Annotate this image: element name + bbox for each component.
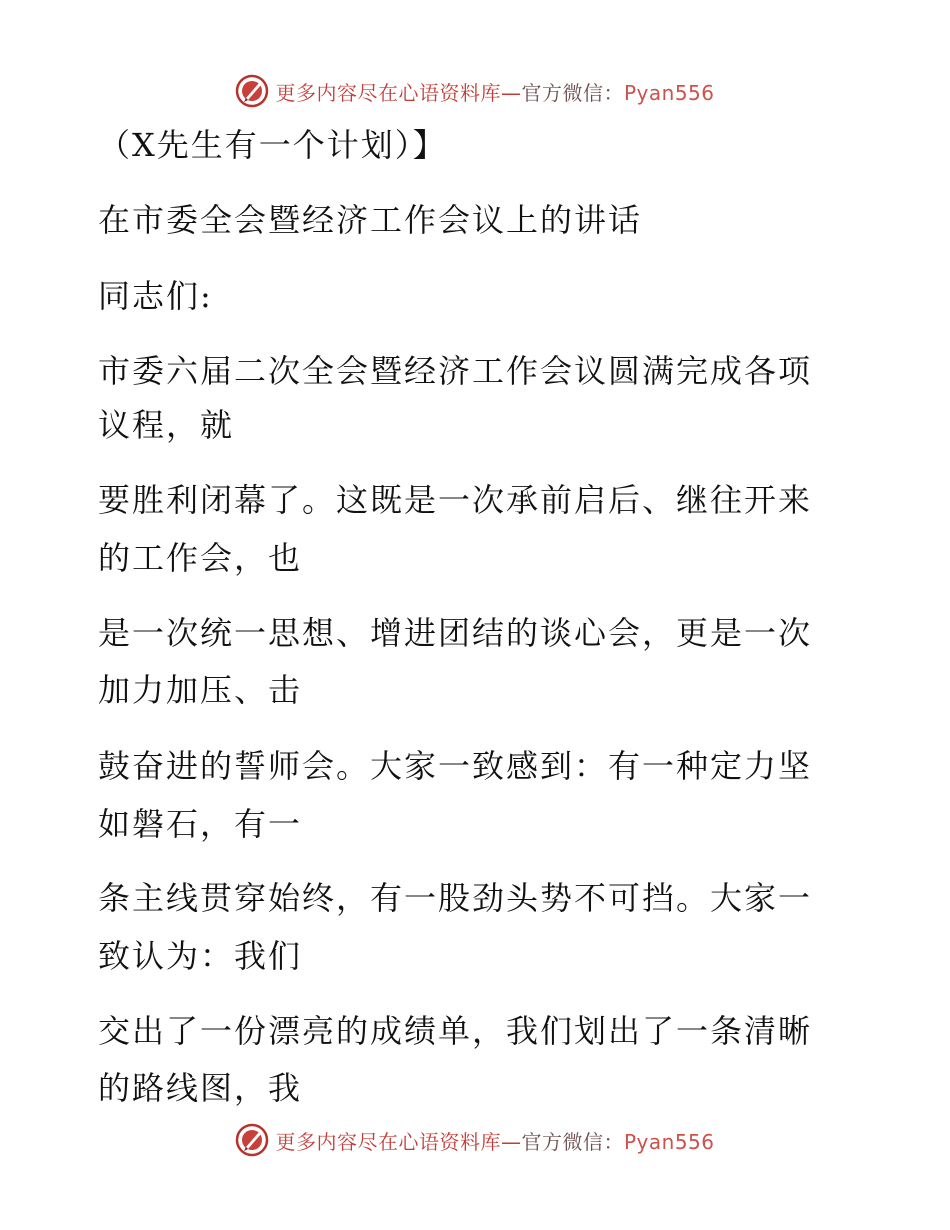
watermark-text: 更多内容尽在心语资料库—官方微信：Pyan556 xyxy=(275,1129,715,1154)
pen-logo-icon xyxy=(235,1123,269,1157)
doc-line: 的工作会，也 xyxy=(98,539,303,577)
footer-watermark xyxy=(0,1120,950,1160)
doc-line: 如磐石，有一 xyxy=(98,805,303,843)
salutation: 同志们: xyxy=(98,277,213,315)
pen-logo-icon xyxy=(235,74,269,108)
doc-line: 鼓奋进的誓师会。大家一致感到：有一种定力坚 xyxy=(98,747,813,785)
doc-line: 交出了一份漂亮的成绩单，我们划出了一条清晰 xyxy=(98,1012,813,1050)
doc-line: 市委六届二次全会暨经济工作会议圆满完成各项 xyxy=(98,352,813,390)
doc-line: （X先生有一个计划）】 xyxy=(98,126,447,164)
header-watermark xyxy=(0,71,950,111)
doc-line: 议程，就 xyxy=(98,406,235,444)
watermark-text: 更多内容尽在心语资料库—官方微信：Pyan556 xyxy=(275,80,715,105)
doc-line: 致认为：我们 xyxy=(98,937,303,975)
doc-line: 条主线贯穿始终，有一股劲头势不可挡。大家一 xyxy=(98,879,813,917)
doc-line: 加力加压、击 xyxy=(98,671,303,709)
doc-line: 的路线图，我 xyxy=(98,1069,303,1107)
doc-line: 是一次统一思想、增进团结的谈心会，更是一次 xyxy=(98,614,813,652)
speech-title: 在市委全会暨经济工作会议上的讲话 xyxy=(98,201,643,239)
doc-line: 要胜利闭幕了。这既是一次承前启后、继往开来 xyxy=(98,481,813,519)
